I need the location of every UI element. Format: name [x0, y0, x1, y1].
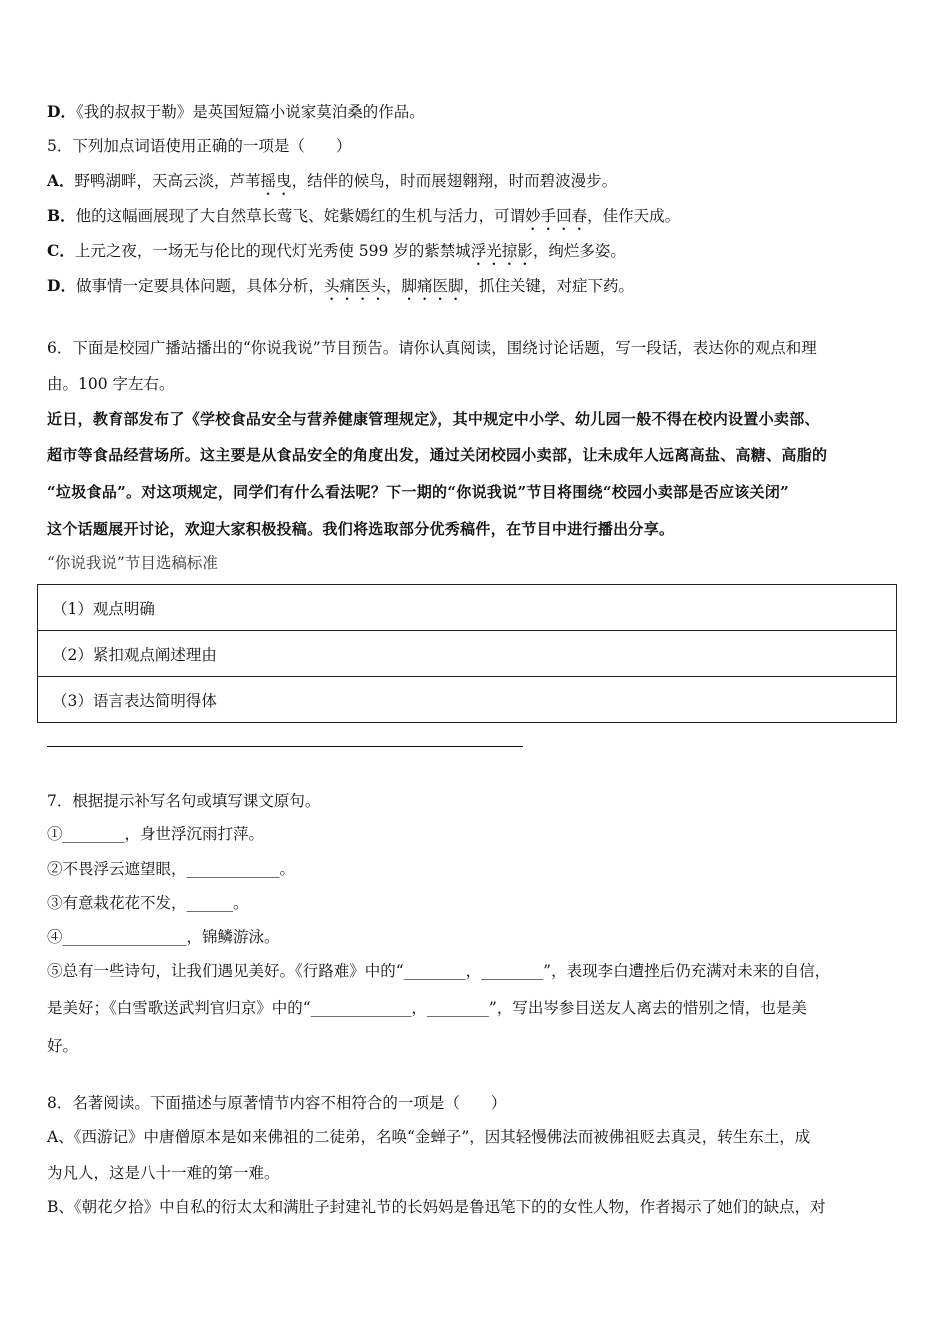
criteria-table [37, 584, 897, 723]
option-label: D． [47, 102, 76, 121]
q5-stem: 5．下列加点词语使用正确的一项是（ ） [47, 137, 352, 155]
q7-item: 好。 [47, 1037, 79, 1055]
option-text-after: ，绚烂多姿。 [532, 242, 626, 260]
option-text-after: ，佳作天成。 [587, 207, 681, 225]
q5-option-a [47, 170, 617, 199]
q7-item: ③有意栽花花不发，______。 [47, 894, 249, 912]
dotted-word: 头痛医头 [323, 277, 386, 295]
q5-option-d [47, 275, 634, 304]
table-cell: （1）观点明确 [38, 585, 897, 631]
table-row [38, 631, 897, 677]
q8-line: B、《朝花夕拾》中自私的衍太太和满肚子封建礼节的长妈妈是鲁迅笔下的的女性人物，作者揭示了她们的缺点，对 [47, 1198, 826, 1216]
q6-notice-line: 这个话题展开讨论，欢迎大家积极投稿。我们将选取部分优秀稿件，在节目中进行播出分享。 [47, 520, 675, 538]
q6-notice-line: 超市等食品经营场所。这主要是从食品安全的角度出发，通过关闭校园小卖部，让未成年人远离高盐、高糖、高脂的 [47, 446, 828, 464]
q7-item: ①________，身世浮沉雨打萍。 [47, 825, 265, 843]
table-cell: （3）语言表达简明得体 [38, 677, 897, 723]
q7-item: ④________________，锦鳞游泳。 [47, 928, 280, 946]
criteria-table-title: “你说我说”节目选稿标准 [47, 554, 218, 572]
option-text-before: 他的这幅画展现了大自然草长莺飞、姹紫嫣红的生机与活力，可谓 [75, 207, 526, 225]
option-text-before: 做事情一定要具体问题，具体分析， [75, 277, 324, 295]
dotted-word: 脚痛医脚 [401, 277, 464, 295]
q5-option-b [47, 205, 680, 234]
q7-item: ⑤总有一些诗句，让我们遇见美好。《行路难》中的“________，________”，表现李白遭挫后仍充满对未来的自信， [47, 962, 831, 980]
q7-stem: 7．根据提示补写名句或填写课文原句。 [47, 792, 321, 810]
option-text-after: ，结伴的候鸟，时而展翅翱翔，时而碧波漫步。 [291, 172, 618, 190]
answer-blank-line [47, 746, 523, 747]
q7-item: 是美好；《白雪歌送武判官归京》中的“_____________，________”，写出岑参目送友人离去的惜别之情，也是美 [47, 999, 807, 1017]
q6-stem-line1: 6．下面是校园广播站播出的“你说我说”节目预告。请你认真阅读，围绕讨论话题，写一段话，表达你的观点和理 [47, 339, 817, 357]
option-text-before: 上元之夜，一场无与伦比的现代灯光秀使 599 岁的紫禁城 [74, 242, 471, 260]
option-text: 《我的叔叔于勒》是英国短篇小说家莫泊桑的作品。 [75, 103, 425, 121]
option-label: A． [47, 171, 75, 190]
q8-line: A、《西游记》中唐僧原本是如来佛祖的二徒弟，名唤“金蝉子”，因其轻慢佛法而被佛祖贬去真灵，转生东土，成 [47, 1128, 811, 1146]
option-label: B． [47, 206, 76, 225]
option-label: D． [47, 276, 76, 295]
q5-option-c [47, 240, 626, 269]
q4-option-d [47, 101, 425, 123]
q6-notice-line: “垃圾食品”。对这项规定，同学们有什么看法呢？下一期的“你说我说”节目将围绕“校园小卖部是否应该关闭” [47, 483, 790, 501]
q6-stem-line2: 由。100 字左右。 [47, 375, 175, 393]
table-row [38, 585, 897, 631]
option-text-after: ，抓住关键，对症下药。 [463, 277, 635, 295]
table-cell: （2）紧扣观点阐述理由 [38, 631, 897, 677]
option-text-mid: ， [385, 277, 402, 295]
q8-stem: 8．名著阅读。下面描述与原著情节内容不相符合的一项是（ ） [47, 1094, 507, 1112]
q8-line: 为凡人，这是八十一难的第一难。 [47, 1164, 280, 1182]
q7-item: ②不畏浮云遮望眼，____________。 [47, 860, 296, 878]
dotted-word: 摇曳 [260, 172, 292, 190]
dotted-word: 妙手回春 [525, 207, 588, 225]
dotted-word: 浮光掠影 [470, 242, 533, 260]
q6-notice-line: 近日，教育部发布了《学校食品安全与营养健康管理规定》，其中规定中小学、幼儿园一般不得在校内设置小卖部、 [47, 410, 820, 428]
option-text-before: 野鸭湖畔，天高云淡，芦苇 [74, 172, 261, 190]
table-row [38, 677, 897, 723]
option-label: C． [47, 241, 75, 260]
